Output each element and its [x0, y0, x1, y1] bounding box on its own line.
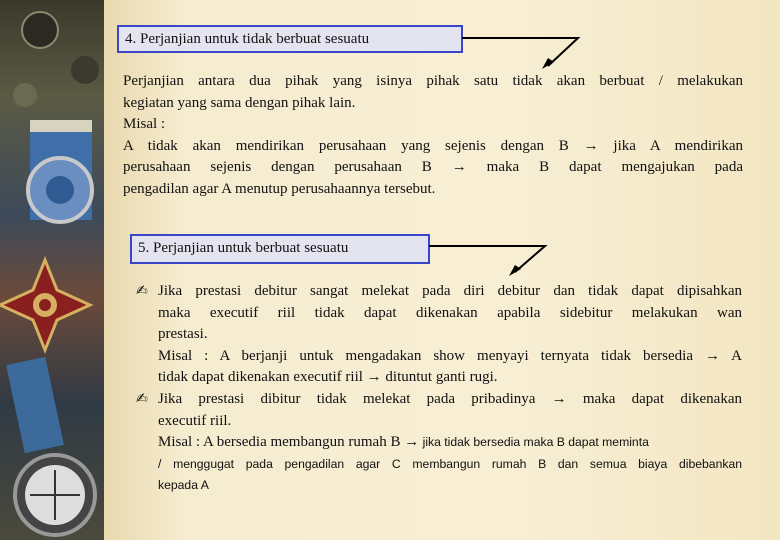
section4-line: kegiatan yang sama dengan pihak lain.: [123, 94, 356, 111]
medal-illustration: [0, 0, 104, 540]
bullet-line: Jika prestasi debitur sangat melekat pada diri debitur dan tidak dapat dipisahkan: [158, 283, 742, 299]
arrow-icon: [462, 36, 584, 70]
section4-line: pengadilan agar A menutup perusahaannya tersebut.: [123, 180, 436, 197]
section4-heading-text: 4. Perjanjian untuk tidak berbuat sesuatu: [125, 31, 370, 47]
section5-heading: [130, 234, 430, 264]
bullet-line-part: Misal : A bersedia membangun rumah B →: [158, 434, 420, 451]
section4-body: [123, 71, 743, 201]
writing-hand-icon: ✍: [136, 283, 148, 299]
section4-heading: [117, 25, 463, 53]
bullet-line: tidak dapat dikenakan executif riil → dituntut ganti rugi.: [158, 369, 498, 386]
bullet-line: / menggugat pada pengadilan agar C membangun rumah B dan semua biaya dibebankan: [158, 456, 742, 471]
bullet-line: maka executif riil tidak dapat dikenakan apabila sidebitur melakukan wan: [158, 304, 742, 321]
section4-line: A tidak akan mendirikan perusahaan yang sejenis dengan B → jika A mendirikan: [123, 137, 743, 154]
bullet-line-part: jika tidak bersedia maka B dapat meminta: [419, 435, 649, 450]
section4-line: Misal :: [123, 116, 166, 133]
bullet-line: executif riil.: [158, 412, 232, 429]
bullet-line: prestasi.: [158, 326, 208, 343]
bullet-line: Misal : A berjanji untuk mengadakan show menyayi ternyata tidak bersedia → A: [158, 347, 742, 364]
bullet-line: kepada A: [158, 478, 209, 493]
bullet-line: [158, 432, 742, 454]
decorative-medal-strip: [0, 0, 104, 540]
section4-line: Perjanjian antara dua pihak yang isinya pihak satu tidak akan berbuat / melakukan: [123, 73, 743, 89]
bullet-line: Jika prestasi dibitur tidak melekat pada pribadinya → maka dapat dikenakan: [158, 391, 742, 407]
section4-line: perusahaan sejenis dengan perusahaan B → maka B dapat mengajukan pada: [123, 159, 743, 176]
writing-hand-icon: ✍: [136, 391, 148, 407]
section5-heading-text: 5. Perjanjian untuk berbuat sesuatu: [138, 240, 349, 256]
bullet-item: [136, 389, 742, 497]
arrow-icon: [429, 244, 551, 278]
bullet-item: [136, 281, 742, 389]
